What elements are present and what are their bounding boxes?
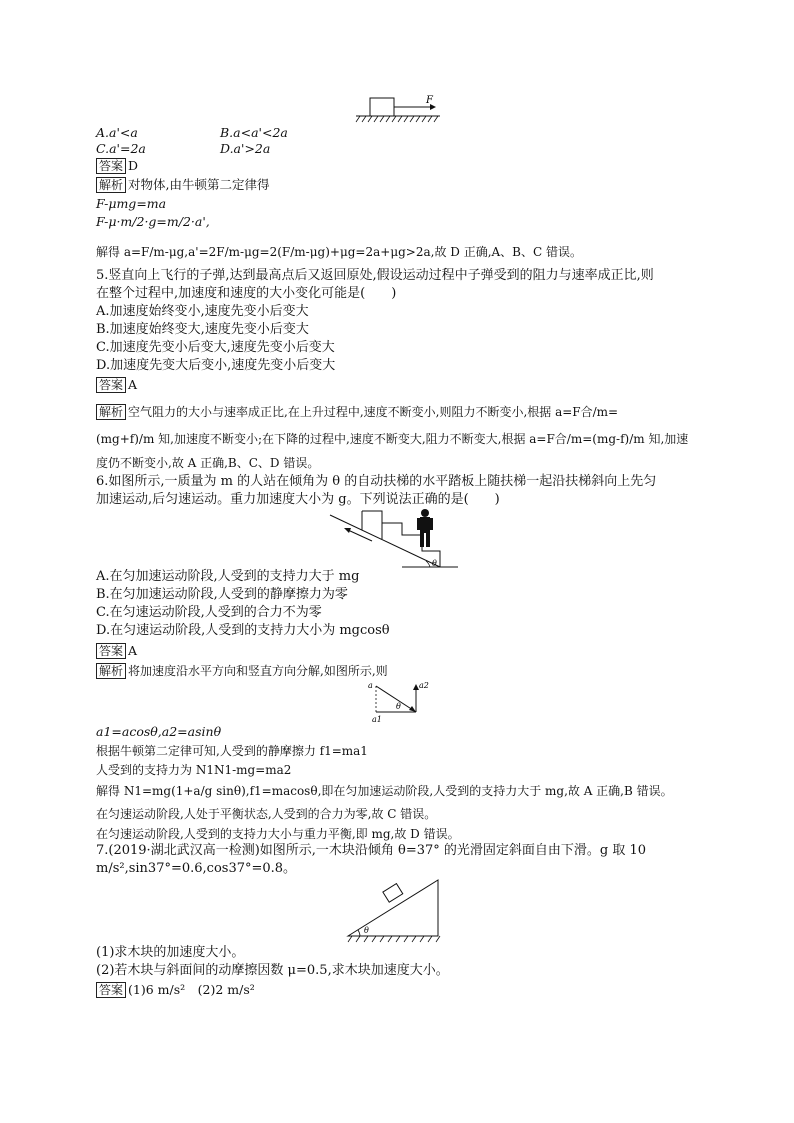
q6-analysis-line-5: 解得 N1=mg(1+a/g sinθ),f1=macosθ,即在匀加速运动阶段,人受到的支持力大于 mg,故 A 正确,B 错误。	[96, 784, 673, 798]
answer-tag: 答案	[96, 158, 126, 174]
theta-label: θ	[364, 926, 369, 935]
q5-option-d: D.加速度先变大后变小,速度先变小后变大	[96, 358, 336, 373]
analysis-tag: 解析	[96, 663, 126, 679]
q6-option-b: B.在匀加速运动阶段,人受到的静摩擦力为零	[96, 587, 348, 602]
q6-analysis-line-1: 将加速度沿水平方向和竖直方向分解,如图所示,则	[128, 664, 388, 678]
q5-analysis-line-2: (mg+f)/m 知,加速度不断变小;在下降的过程中,速度不断变大,阻力不断变大,根据 a=F合/m=(mg-f)/m 知,加速	[96, 432, 689, 446]
q5-analysis-line-1: 空气阻力的大小与速率成正比,在上升过程中,速度不断变小,则阻力不断变小,根据 a=F合/m=	[128, 405, 619, 419]
q4-analysis-line-1: 对物体,由牛顿第二定律得	[128, 177, 270, 192]
q5-option-a: A.加速度始终变小,速度先变小后变大	[96, 304, 309, 319]
q4-answer: D	[128, 158, 139, 173]
q4-option-a: A.a'<a	[96, 125, 138, 140]
q4-analysis-line-2: F-μmg=ma	[96, 196, 167, 211]
q4-option-b: B.a<a'<2a	[220, 125, 288, 140]
analysis-tag: 解析	[96, 177, 126, 193]
q6-analysis-line-4: 人受到的支持力为 N1N1-mg=ma2	[96, 763, 292, 777]
q6-stem-line-2: 加速运动,后匀速运动。重力加速度大小为 g。下列说法正确的是( )	[96, 492, 500, 507]
q7-stem-line-2: m/s²,sin37°=0.6,cos37°=0.8。	[96, 861, 297, 876]
answer-tag: 答案	[96, 643, 126, 659]
label-theta: θ	[396, 702, 401, 711]
q6-answer: A	[128, 643, 138, 658]
q6-analysis-line-2: a1=acosθ,a2=asinθ	[96, 724, 222, 739]
q6-analysis-line-7: 在匀速运动阶段,人受到的支持力大小与重力平衡,即 mg,故 D 错误。	[96, 827, 460, 841]
q6-option-d: D.在匀速运动阶段,人受到的支持力大小为 mgcosθ	[96, 623, 390, 638]
acceleration-decomposition-figure	[364, 678, 434, 724]
answer-tag: 答案	[96, 377, 126, 393]
theta-label: θ	[432, 559, 437, 568]
q5-stem-line-1: 5.竖直向上飞行的子弹,达到最高点后又返回原处,假设运动过程中子弹受到的阻力与速率成正比,则	[96, 268, 654, 283]
answer-tag: 答案	[96, 982, 126, 998]
block-force-figure	[352, 92, 444, 126]
q5-answer: A	[128, 377, 138, 392]
q4-option-d: D.a'>2a	[220, 141, 271, 156]
q6-option-a: A.在匀加速运动阶段,人受到的支持力大于 mg	[96, 569, 360, 584]
q5-option-c: C.加速度先变小后变大,速度先变小后变大	[96, 340, 335, 355]
q6-analysis-line-3: 根据牛顿第二定律可知,人受到的静摩擦力 f1=ma1	[96, 744, 368, 758]
q7-answer: (1)6 m/s² (2)2 m/s²	[128, 982, 255, 997]
q4-analysis-line-4: 解得 a=F/m-μg,a'=2F/m-μg=2(F/m-μg)+μg=2a+μg>2a,故 D 正确,A、B、C 错误。	[96, 245, 583, 259]
q4-option-c: C.a'=2a	[96, 141, 146, 156]
q5-stem-line-2: 在整个过程中,加速度和速度的大小变化可能是( )	[96, 286, 397, 301]
q7-part-2: (2)若木块与斜面间的动摩擦因数 μ=0.5,求木块加速度大小。	[96, 963, 449, 978]
q7-part-1: (1)求木块的加速度大小。	[96, 945, 245, 960]
q6-option-c: C.在匀速运动阶段,人受到的合力不为零	[96, 605, 322, 620]
q5-option-b: B.加速度始终变大,速度先变小后变大	[96, 322, 309, 337]
q5-analysis-line-3: 度仍不断变小,故 A 正确,B、C、D 错误。	[96, 456, 320, 470]
q7-stem-line-1: 7.(2019·湖北武汉高一检测)如图所示,一木块沿倾角 θ=37° 的光滑固定斜面自由下滑。g 取 10	[96, 843, 647, 858]
q6-analysis-line-6: 在匀速运动阶段,人处于平衡状态,人受到的合力为零,故 C 错误。	[96, 807, 437, 821]
force-label: F	[426, 95, 433, 106]
q6-stem-line-1: 6.如图所示,一质量为 m 的人站在倾角为 θ 的自动扶梯的水平踏板上随扶梯一起沿扶梯斜向上先匀	[96, 474, 657, 489]
incline-figure	[340, 874, 450, 944]
label-a1: a1	[372, 715, 382, 724]
q4-analysis-line-3: F-μ·m/2·g=m/2·a',	[96, 214, 210, 229]
label-a2: a2	[419, 681, 429, 690]
label-a: a	[368, 681, 373, 690]
escalator-figure	[322, 505, 462, 569]
analysis-tag: 解析	[96, 404, 126, 420]
